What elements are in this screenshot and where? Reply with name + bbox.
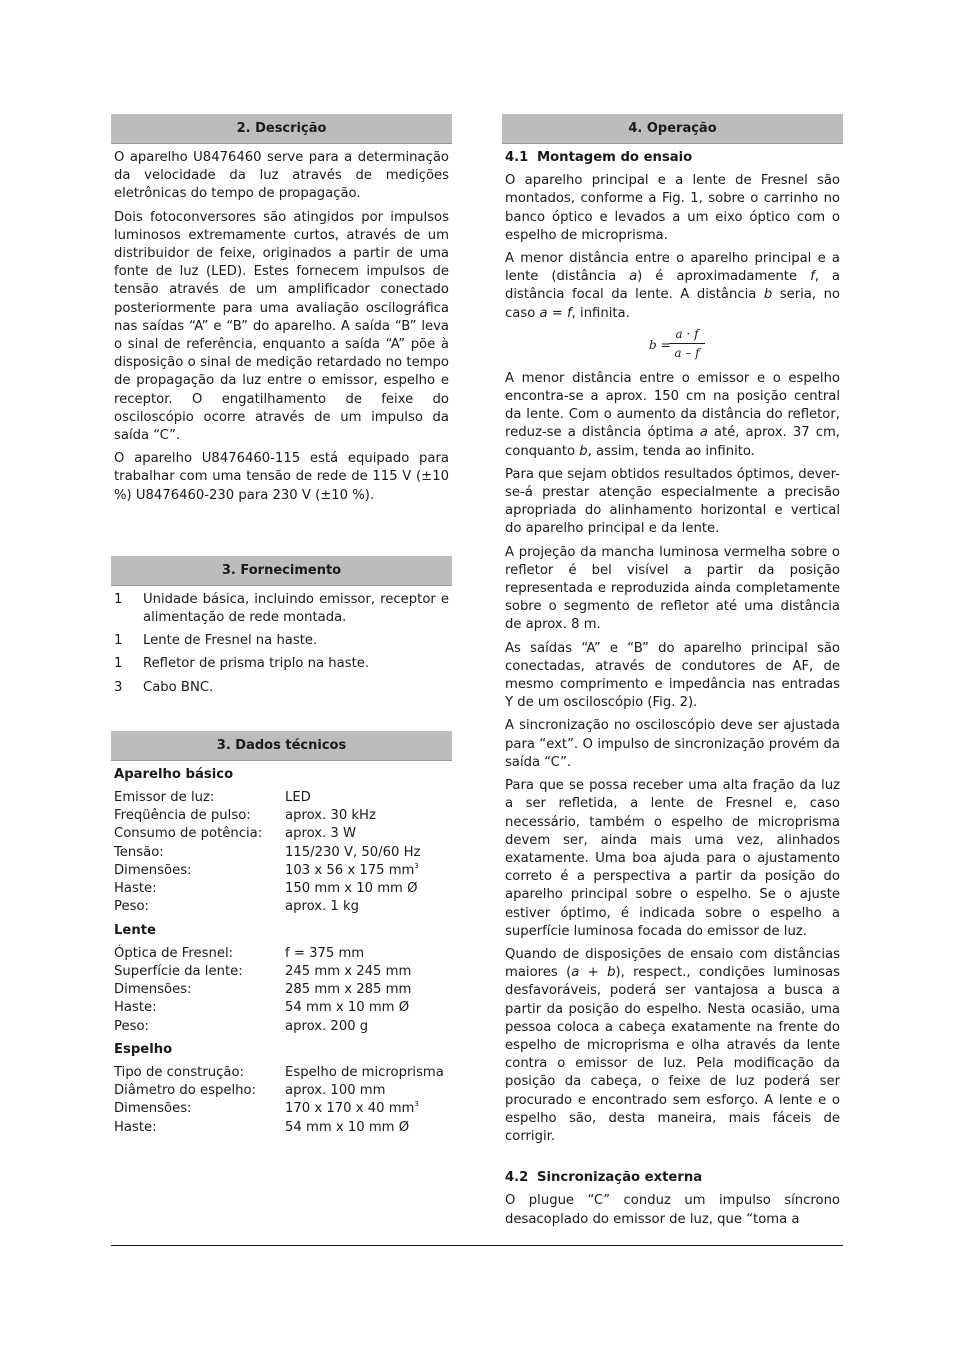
formula-fraction bbox=[669, 325, 705, 362]
left-column bbox=[111, 114, 452, 1137]
list-item bbox=[114, 591, 449, 627]
spec-key: Tipo de construção: bbox=[114, 1064, 244, 1080]
item-text: Lente de Fresnel na haste. bbox=[143, 633, 318, 649]
table-row bbox=[114, 807, 449, 825]
item-text: Refletor de prisma triplo na haste. bbox=[143, 656, 370, 672]
paragraph: A projeção da mancha luminosa vermelha sobre o refletor é bel visível a partir da posição representada e reproduzida ainda completamente sobre o segmento de refletor até uma distância de aprox. 8 m. bbox=[505, 544, 840, 633]
list-item bbox=[114, 679, 449, 697]
text-run: A menor distância entre o emissor e o espelho encontra-se a aprox. 150 cm na posição central da lente. Com o aumento da distância do refletor, reduz-se a distância óptima bbox=[505, 370, 840, 441]
footer-rule bbox=[111, 1245, 843, 1246]
text-run: Quando de disposições de ensaio com distâncias maiores ( bbox=[505, 946, 840, 981]
spec-value bbox=[285, 1100, 449, 1118]
spec-key: Dimensões: bbox=[114, 982, 192, 998]
spec-value: 285 mm x 285 mm bbox=[285, 982, 412, 998]
variable: f bbox=[810, 269, 815, 285]
formula-denominator: a – f bbox=[674, 345, 700, 360]
value-text: 170 x 170 x 40 mm bbox=[285, 1101, 415, 1117]
item-quantity: 1 bbox=[114, 591, 123, 607]
formula bbox=[505, 325, 840, 365]
spec-key: Emissor de luz: bbox=[114, 790, 215, 806]
variable: a bbox=[629, 269, 638, 285]
item-text: Unidade básica, incluindo emissor, receptor e alimentação de rede montada. bbox=[143, 591, 449, 626]
spec-table bbox=[114, 789, 449, 916]
spec-key: Freqüência de pulso: bbox=[114, 808, 251, 824]
item-quantity: 1 bbox=[114, 633, 123, 649]
table-row bbox=[114, 789, 449, 807]
spec-table bbox=[114, 945, 449, 1036]
superscript: 3 bbox=[414, 1100, 419, 1109]
table-row bbox=[114, 898, 449, 916]
paragraph: O aparelho U8476460 serve para a determinação da velocidade da luz através de medições eletrônicas do tempo de propagação. bbox=[114, 150, 449, 202]
group-title: Aparelho básico bbox=[114, 766, 234, 782]
variable: b bbox=[579, 443, 588, 459]
table-row bbox=[114, 844, 449, 862]
spec-key: Peso: bbox=[114, 1018, 149, 1034]
variable: b bbox=[763, 287, 773, 303]
item-quantity: 3 bbox=[114, 679, 123, 695]
table-row bbox=[114, 1018, 449, 1036]
spec-key: Dimensões: bbox=[114, 862, 192, 878]
superscript: 3 bbox=[414, 861, 419, 870]
spec-value: Espelho de microprisma bbox=[285, 1064, 444, 1080]
spec-value: aprox. 200 g bbox=[285, 1018, 369, 1034]
paragraph bbox=[505, 946, 840, 1146]
section-fornecimento bbox=[111, 556, 452, 697]
spec-key: Superfície da lente: bbox=[114, 963, 243, 979]
text-run: , a distância focal da lente. A distância bbox=[505, 269, 840, 303]
spec-value: f = 375 mm bbox=[285, 945, 365, 961]
spec-key: Dimensões: bbox=[114, 1101, 192, 1117]
group-title: Lente bbox=[114, 922, 156, 938]
table-row bbox=[114, 825, 449, 843]
text-run: até, aprox. 37 cm, conquanto bbox=[505, 425, 840, 459]
paragraph bbox=[505, 370, 840, 461]
spec-value bbox=[285, 862, 449, 880]
text-run: A menor distância entre o aparelho principal e a lente (distância bbox=[505, 251, 840, 285]
text-run: , assim, tenda ao infinito. bbox=[587, 443, 755, 459]
spec-value: 150 mm x 10 mm Ø bbox=[285, 881, 418, 897]
section-dados-tecnicos bbox=[111, 731, 452, 1137]
section-heading: 3. Dados técnicos bbox=[111, 731, 452, 761]
spec-table bbox=[114, 1064, 449, 1137]
spec-key: Peso: bbox=[114, 899, 149, 915]
item-text: Cabo BNC. bbox=[143, 679, 214, 695]
spec-value: 245 mm x 245 mm bbox=[285, 963, 412, 979]
spec-key: Haste: bbox=[114, 1119, 157, 1135]
group-title: Espelho bbox=[114, 1041, 173, 1057]
table-row bbox=[114, 862, 449, 880]
spec-value: aprox. 1 kg bbox=[285, 899, 360, 915]
variable: a bbox=[699, 425, 708, 441]
spec-value: 54 mm x 10 mm Ø bbox=[285, 1119, 410, 1135]
spec-value: aprox. 100 mm bbox=[285, 1083, 386, 1099]
spec-key: Óptica de Fresnel: bbox=[114, 945, 234, 961]
table-row bbox=[114, 999, 449, 1017]
formula-lhs: b = bbox=[649, 337, 671, 352]
section-heading: 4. Operação bbox=[502, 114, 843, 144]
table-row bbox=[114, 1082, 449, 1100]
spec-value: aprox. 30 kHz bbox=[285, 808, 376, 824]
text-run: ) é aproximadamente bbox=[637, 269, 811, 285]
expression: a + b bbox=[571, 965, 616, 981]
item-quantity: 1 bbox=[114, 656, 123, 672]
right-column bbox=[502, 114, 843, 1229]
table-row bbox=[114, 880, 449, 898]
subsection-number: 4.2 bbox=[505, 1170, 529, 1186]
subsection-number: 4.1 bbox=[505, 150, 529, 165]
equation: a = f bbox=[539, 305, 572, 321]
text-run: seria, no caso bbox=[505, 287, 840, 321]
paragraph: Para que se possa receber uma alta fração da luz a ser refletida, a lente de Fresnel e, caso necessário, também o espelho de microprisma devem ser, ainda mais uma vez, alinhados exatamente. Uma boa ajuda para o ajustamento correto é a perspectiva a partir da posição do aparelho principal sobre o espelho. Se o ajuste estiver óptimo, é indicada sobre o espelho a superfície luminosa focada do emissor de luz. bbox=[505, 778, 840, 939]
spec-value: 115/230 V, 50/60 Hz bbox=[285, 844, 421, 860]
text-run: , infinita. bbox=[571, 305, 630, 321]
text-run: ), respect., condições luminosas desfavoráveis, poderá ser vantajosa a busca a partir da posição do espelho. Nesta ocasião, uma pessoa coloca a cabeça exatamente na frente do espelho de microprisma e olha através da lente contra o emissor de luz. Pela modificação da posição da cabeça, o feixe de luz poderá ser procurado e encontrado sem esforço. A lente e o espelho são, desta maneira, mais fáceis de corrigir. bbox=[505, 965, 840, 1144]
table-row bbox=[114, 1119, 449, 1137]
spec-key: Consumo de potência: bbox=[114, 826, 263, 842]
subsection-heading bbox=[505, 149, 840, 167]
subsection-title: Montagem do ensaio bbox=[537, 150, 693, 165]
spec-key: Haste: bbox=[114, 1000, 157, 1016]
section-operacao bbox=[502, 114, 843, 1229]
list-item bbox=[114, 632, 449, 650]
table-row bbox=[114, 1100, 449, 1118]
spec-value: LED bbox=[285, 790, 311, 806]
spec-key: Tensão: bbox=[114, 844, 164, 860]
table-row bbox=[114, 1064, 449, 1082]
section-heading: 3. Fornecimento bbox=[111, 556, 452, 586]
paragraph: Dois fotoconversores são atingidos por impulsos luminosos extremamente curtos, através de um distribuidor de feixe, originados a partir de uma fonte de luz (LED). Estes fornecem impulsos de tensão através de um amplificador conectado posteriormente para uma avaliação oscilográfica nas saídas “A” e “B” do aparelho. A saída “B” leva o sinal de referência, enquanto a saída “A” põe à disposição o sinal de medição retardado no tempo de propagação da luz entre o emissor, espelho e receptor. O engatilhamento de feixe do osciloscópio ocorre através de um impulso da saída “C”. bbox=[114, 209, 449, 444]
section-descricao bbox=[111, 114, 452, 505]
paragraph: A sincronização no osciloscópio deve ser ajustada para “ext”. O impulso de sincronização provém da saída “C”. bbox=[505, 718, 840, 770]
table-row bbox=[114, 963, 449, 981]
paragraph bbox=[505, 250, 840, 323]
subsection-heading bbox=[505, 1169, 840, 1187]
formula-numerator: a · f bbox=[669, 325, 705, 344]
spec-key: Diâmetro do espelho: bbox=[114, 1083, 257, 1099]
list-item bbox=[114, 655, 449, 673]
paragraph: O plugue “C” conduz um impulso síncrono desacoplado do emissor de luz, que “toma a bbox=[505, 1193, 840, 1227]
table-row bbox=[114, 981, 449, 999]
paragraph: Para que sejam obtidos resultados óptimos, dever-se-á prestar atenção especialmente a precisão apropriada do alinhamento horizontal e vertical do aparelho principal e da lente. bbox=[505, 466, 840, 537]
paragraph: O aparelho principal e a lente de Fresnel são montados, conforme a Fig. 1, sobre o carrinho no banco óptico e levados a um eixo óptico com o espelho de microprisma. bbox=[505, 173, 840, 243]
paragraph: O aparelho U8476460-115 está equipado para trabalhar com uma tensão de rede de 115 V (±10 %) U8476460-230 para 230 V (±10 %). bbox=[114, 451, 449, 503]
value-text: 103 x 56 x 175 mm bbox=[285, 862, 415, 878]
spec-value: 54 mm x 10 mm Ø bbox=[285, 1000, 410, 1016]
spec-key: Haste: bbox=[114, 881, 157, 897]
table-row bbox=[114, 945, 449, 963]
paragraph: As saídas “A” e “B” do aparelho principal são conectadas, através de condutores de AF, de mesmo comprimento e impedância nas entradas Y de um osciloscópio (Fig. 2). bbox=[505, 640, 840, 711]
subsection-title: Sincronização externa bbox=[537, 1170, 703, 1186]
section-heading: 2. Descrição bbox=[111, 114, 452, 144]
spec-value: aprox. 3 W bbox=[285, 826, 357, 842]
